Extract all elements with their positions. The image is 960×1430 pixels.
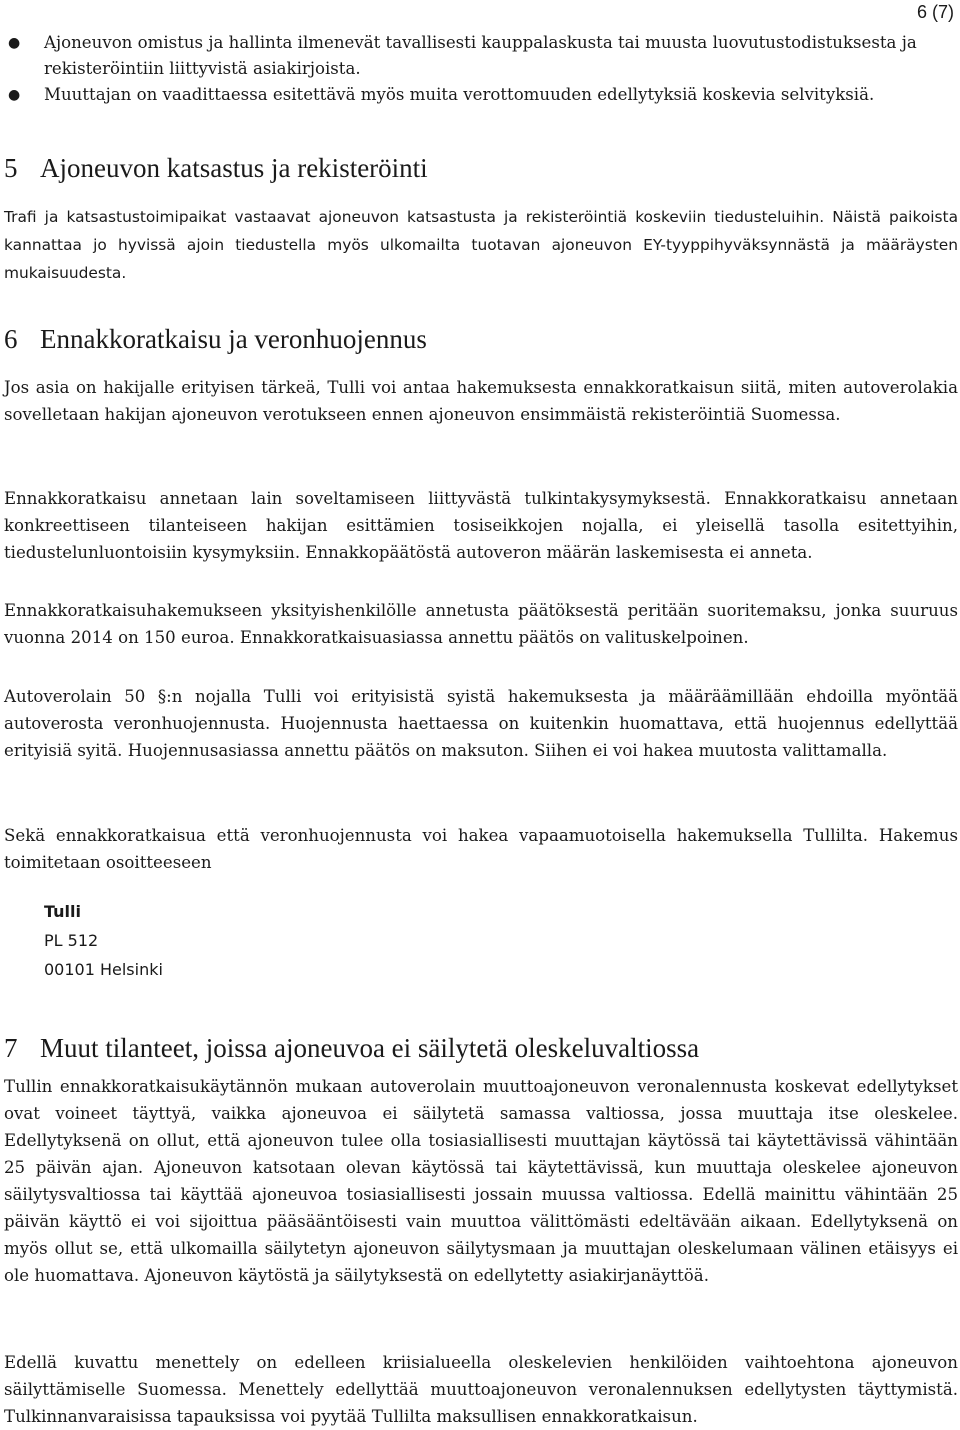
section-6-heading [4, 323, 427, 355]
paragraph: Edellä kuvattu menettely on edelleen kriisialueella oleskelevien henkilöiden vaihtoehtona ajoneuvon säilyttämiselle Suomessa. Menettely edellyttää muuttoajoneuvon veronalennuksen edellytysten täyttymistä. Tulkinnanvaraisissa tapauksissa voi pyytää Tullilta maksullisen ennakkoratkaisun. [4, 1353, 958, 1426]
address-po-box: PL 512 [44, 931, 99, 950]
list-item [0, 30, 958, 82]
paragraph: Jos asia on hakijalle erityisen tärkeä, Tulli voi antaa hakemuksesta ennakkoratkaisun siitä, miten autoverolakia sovelletaan hakijan ajoneuvon verotukseen ennen ajoneuvon ensimmäistä rekisteröintiä Suomessa. [4, 378, 958, 424]
paragraph: Ennakkoratkaisuhakemukseen yksityishenkilölle annetusta päätöksestä peritään suoritemaksu, jonka suuruus vuonna 2014 on 150 euroa. Ennakkoratkaisuasiassa annettu päätös on valituskelpoinen. [4, 601, 958, 647]
section-number: 5 [4, 153, 18, 183]
section-number: 7 [4, 1033, 18, 1063]
page-number: 6 (7) [916, 2, 954, 22]
address-name: Tulli [44, 902, 81, 921]
bullet-list [0, 30, 958, 108]
bullet-icon: ● [8, 87, 21, 103]
address-city: 00101 Helsinki [44, 960, 163, 979]
paragraph: Tullin ennakkoratkaisukäytännön mukaan autoverolain muuttoajoneuvon veronalennusta koskevat edellytykset ovat voineet täyttyä, vaikka ajoneuvoa ei säilytetä samassa valtiossa, jossa muuttaja itse oleskelee. Edellytyksenä on ollut, että ajoneuvon tulee olla tosiasiallisesti muuttajan käytössä tai käytettävissä vähintään 25 päivän ajan. Ajoneuvon katsotaan olevan käytössä tai käytettävissä, kun muuttaja oleskelee ajoneuvon säilytysvaltiossa tai käyttää ajoneuvoa tosiasiallisesti jossain muussa valtiossa. Edellä mainittu vähintään 25 päivän käyttö ei voi sijoittua pääsääntöisesti vain muuttoa välittömästi edeltävään aikaan. Edellytyksenä on myös ollut se, että ulkomailla säilytetyn ajoneuvon säilytysmaan ja muuttajan oleskelumaan välinen etäisyys ei ole huomattava. Ajoneuvon käytöstä ja säilytyksestä on edellytetty asiakirjanäyttöä. [4, 1077, 958, 1285]
section-number: 6 [4, 324, 18, 354]
section-title: Muut tilanteet, joissa ajoneuvoa ei säilytetä oleskeluvaltiossa [40, 1033, 700, 1063]
postal-address [44, 897, 163, 984]
paragraph: Autoverolain 50 §:n nojalla Tulli voi erityisistä syistä hakemuksesta ja määräämillään ehdoilla myöntää autoverosta veronhuojennusta. Huojennusta haettaessa on kuitenkin huomattava, että huojennus edellyttää erityisiä syitä. Huojennusasiassa annettu päätös on maksuton. Siihen ei voi hakea muutosta valittamalla. [4, 687, 958, 760]
paragraph: Sekä ennakkoratkaisua että veronhuojennusta voi hakea vapaamuotoisella hakemuksella Tullilta. Hakemus toimitetaan osoitteeseen [4, 826, 958, 872]
section-5-heading [4, 152, 428, 184]
section-title: Ennakkoratkaisu ja veronhuojennus [40, 324, 427, 354]
section-title: Ajoneuvon katsastus ja rekisteröinti [40, 153, 428, 183]
bullet-text: Ajoneuvon omistus ja hallinta ilmenevät tavallisesti kauppalaskusta tai muusta luovutustodistuksesta ja rekisteröintiin liittyvistä asiakirjoista. [44, 33, 917, 78]
bullet-icon: ● [8, 35, 21, 51]
list-item [0, 82, 958, 108]
section-7-heading [4, 1032, 699, 1064]
paragraph: Ennakkoratkaisu annetaan lain soveltamiseen liittyvästä tulkintakysymyksestä. Ennakkoratkaisu annetaan konkreettiseen tilanteiseen hakijan esittämien tosiseikkojen nojalla, ei yleisellä tasolla esitettyihin, tiedustelunluontoisiin kysymyksiin. Ennakkopäätöstä autoveron määrän laskemisesta ei anneta. [4, 489, 958, 562]
bullet-text: Muuttajan on vaadittaessa esitettävä myös muita verottomuuden edellytyksiä koskevia selvityksiä. [44, 85, 875, 104]
section-5-paragraph: Trafi ja katsastustoimipaikat vastaavat ajoneuvon katsastusta ja rekisteröintiä koskeviin tiedusteluihin. Näistä paikoista kannattaa jo hyvissä ajoin tiedustella myös ulkomailta tuotavan ajoneuvon EY-tyyppihyväksynnästä ja määräysten mukaisuudesta. [4, 208, 958, 282]
